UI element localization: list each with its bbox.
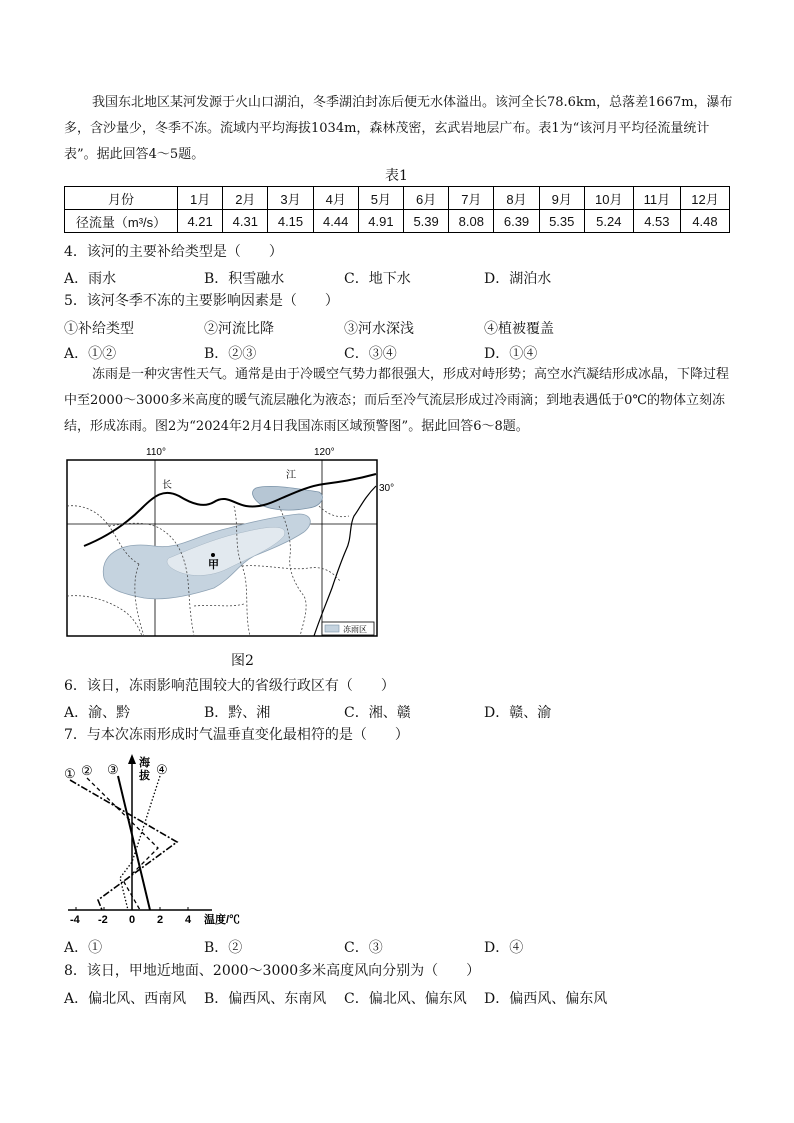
intro-paragraph-1: 我国东北地区某河发源于火山口湖泊，冬季湖泊封冻后便无水体溢出。该河全长78.6km，总落差1667m，瀑布多，含沙量少，冬季不冻。流域内平均海拔1034m，森林茂密，玄武岩地层广布。表1为“该河月平均径流量统计表”。据此回答4～5题。 <box>64 95 733 162</box>
table-cell-month: 8月 <box>494 187 539 210</box>
option-d[interactable]: D．湖泊水 <box>484 271 552 287</box>
figure-2-caption: 图2 <box>231 653 254 669</box>
y-axis-label-2: 拔 <box>139 770 150 782</box>
table-cell-month: 5月 <box>358 187 403 210</box>
table-cell-value: 4.53 <box>633 210 680 233</box>
table-header-month: 月份 <box>65 187 178 210</box>
table-cell-value: 5.39 <box>404 210 449 233</box>
lat-label-30: 30° <box>379 483 395 494</box>
table-row-values <box>65 210 730 233</box>
lon-label-110: 110° <box>146 447 166 458</box>
option-b[interactable]: B．积雪融水 <box>204 271 285 287</box>
question-7-options <box>64 937 744 955</box>
table-cell-value: 5.24 <box>584 210 633 233</box>
temperature-profile-graph <box>62 750 252 930</box>
statement-1: ①补给类型 <box>64 321 134 337</box>
curve-label-4: ④ <box>156 762 168 777</box>
table-cell-value: 8.08 <box>449 210 494 233</box>
freezing-rain-map <box>64 446 398 642</box>
question-8-options <box>64 988 744 1006</box>
option-c[interactable]: C．偏北风、偏东风 <box>344 991 467 1007</box>
table-cell-month: 7月 <box>449 187 494 210</box>
profile-curve-4 <box>120 776 160 910</box>
legend-label: 冻雨区 <box>343 625 367 634</box>
table-cell-value: 4.31 <box>223 210 268 233</box>
question-4-stem: 4．该河的主要补给类型是（ ） <box>64 244 283 260</box>
table-cell-value: 4.15 <box>268 210 313 233</box>
option-c[interactable]: C．地下水 <box>344 271 411 287</box>
option-a[interactable]: A．渝、黔 <box>64 705 131 721</box>
legend-swatch <box>325 625 339 632</box>
statement-2: ②河流比降 <box>204 321 274 337</box>
option-b[interactable]: B．偏西风、东南风 <box>204 991 327 1007</box>
point-jia-label: 甲 <box>208 559 219 571</box>
intro-paragraph-2: 冻雨是一种灾害性天气。通常是由于冷暖空气势力都很强大，形成对峙形势；高空水汽凝结形成冰晶，下降过程中至2000～3000多米高度的暖气流层融化为液态；而后至冷气流层形成过冷雨滴；到地表遇低于0℃的物体立刻冻结，形成冻雨。图2为“2024年2月4日我国冻雨区域预警图”。据此回答6～8题。 <box>64 367 730 434</box>
table-row-months <box>65 187 730 210</box>
x-tick-label: 4 <box>185 914 192 926</box>
option-b[interactable]: B．② <box>204 940 243 956</box>
river-label-jiang: 江 <box>286 470 296 481</box>
option-d[interactable]: D．偏西风、偏东风 <box>484 991 608 1007</box>
table-cell-month: 10月 <box>584 187 633 210</box>
curve-label-2: ② <box>81 763 93 778</box>
table-header-runoff: 径流量（m³/s） <box>65 210 178 233</box>
question-5-options <box>64 343 744 361</box>
option-d[interactable]: D．④ <box>484 940 524 956</box>
y-axis-arrow <box>128 754 136 764</box>
option-a[interactable]: A．① <box>64 940 103 956</box>
question-5-stem: 5．该河冬季不冻的主要影响因素是（ ） <box>64 293 339 309</box>
y-axis-label-1: 海 <box>139 757 150 769</box>
x-tick-label: 0 <box>129 914 136 926</box>
table-cell-value: 4.48 <box>680 210 729 233</box>
statement-4: ④植被覆盖 <box>484 321 554 337</box>
lon-label-120: 120° <box>314 447 335 458</box>
x-tick-label: 2 <box>157 914 164 926</box>
question-8-stem: 8．该日，甲地近地面、2000～3000多米高度风向分别为（ ） <box>64 963 481 979</box>
table-cell-month: 9月 <box>539 187 584 210</box>
x-tick-label: -2 <box>98 914 108 926</box>
option-d[interactable]: D．①④ <box>484 346 538 362</box>
table-cell-month: 4月 <box>313 187 358 210</box>
statement-3: ③河水深浅 <box>344 321 414 337</box>
option-a[interactable]: A．①② <box>64 346 117 362</box>
table-cell-value: 4.91 <box>358 210 403 233</box>
point-jia-marker <box>211 553 215 557</box>
question-4-options <box>64 268 744 286</box>
question-7-stem: 7．与本次冻雨形成时气温垂直变化最相符的是（ ） <box>64 727 409 743</box>
table-cell-month: 12月 <box>680 187 729 210</box>
table-caption: 表1 <box>385 168 408 184</box>
option-c[interactable]: C．③ <box>344 940 383 956</box>
table-cell-month: 3月 <box>268 187 313 210</box>
table-cell-value: 5.35 <box>539 210 584 233</box>
table-cell-value: 4.44 <box>313 210 358 233</box>
curve-label-1: ① <box>64 766 76 781</box>
question-5-statements <box>64 318 744 336</box>
table-cell-month: 2月 <box>223 187 268 210</box>
x-tick-label: -4 <box>70 914 80 926</box>
table-cell-value: 4.21 <box>178 210 223 233</box>
river-label-chang: 长 <box>162 480 172 491</box>
x-axis-label: 温度/℃ <box>204 914 241 926</box>
option-d[interactable]: D．赣、渝 <box>484 705 552 721</box>
table-cell-month: 6月 <box>404 187 449 210</box>
option-a[interactable]: A．雨水 <box>64 271 117 287</box>
option-a[interactable]: A．偏北风、西南风 <box>64 991 187 1007</box>
table-cell-month: 11月 <box>633 187 680 210</box>
question-6-options <box>64 702 744 720</box>
option-c[interactable]: C．湘、赣 <box>344 705 411 721</box>
curve-label-3: ③ <box>107 762 119 777</box>
runoff-table <box>64 186 730 233</box>
option-b[interactable]: B．黔、湘 <box>204 705 271 721</box>
option-b[interactable]: B．②③ <box>204 346 257 362</box>
question-6-stem: 6．该日，冻雨影响范围较大的省级行政区有（ ） <box>64 678 395 694</box>
table-cell-value: 6.39 <box>494 210 539 233</box>
option-c[interactable]: C．③④ <box>344 346 397 362</box>
table-cell-month: 1月 <box>178 187 223 210</box>
